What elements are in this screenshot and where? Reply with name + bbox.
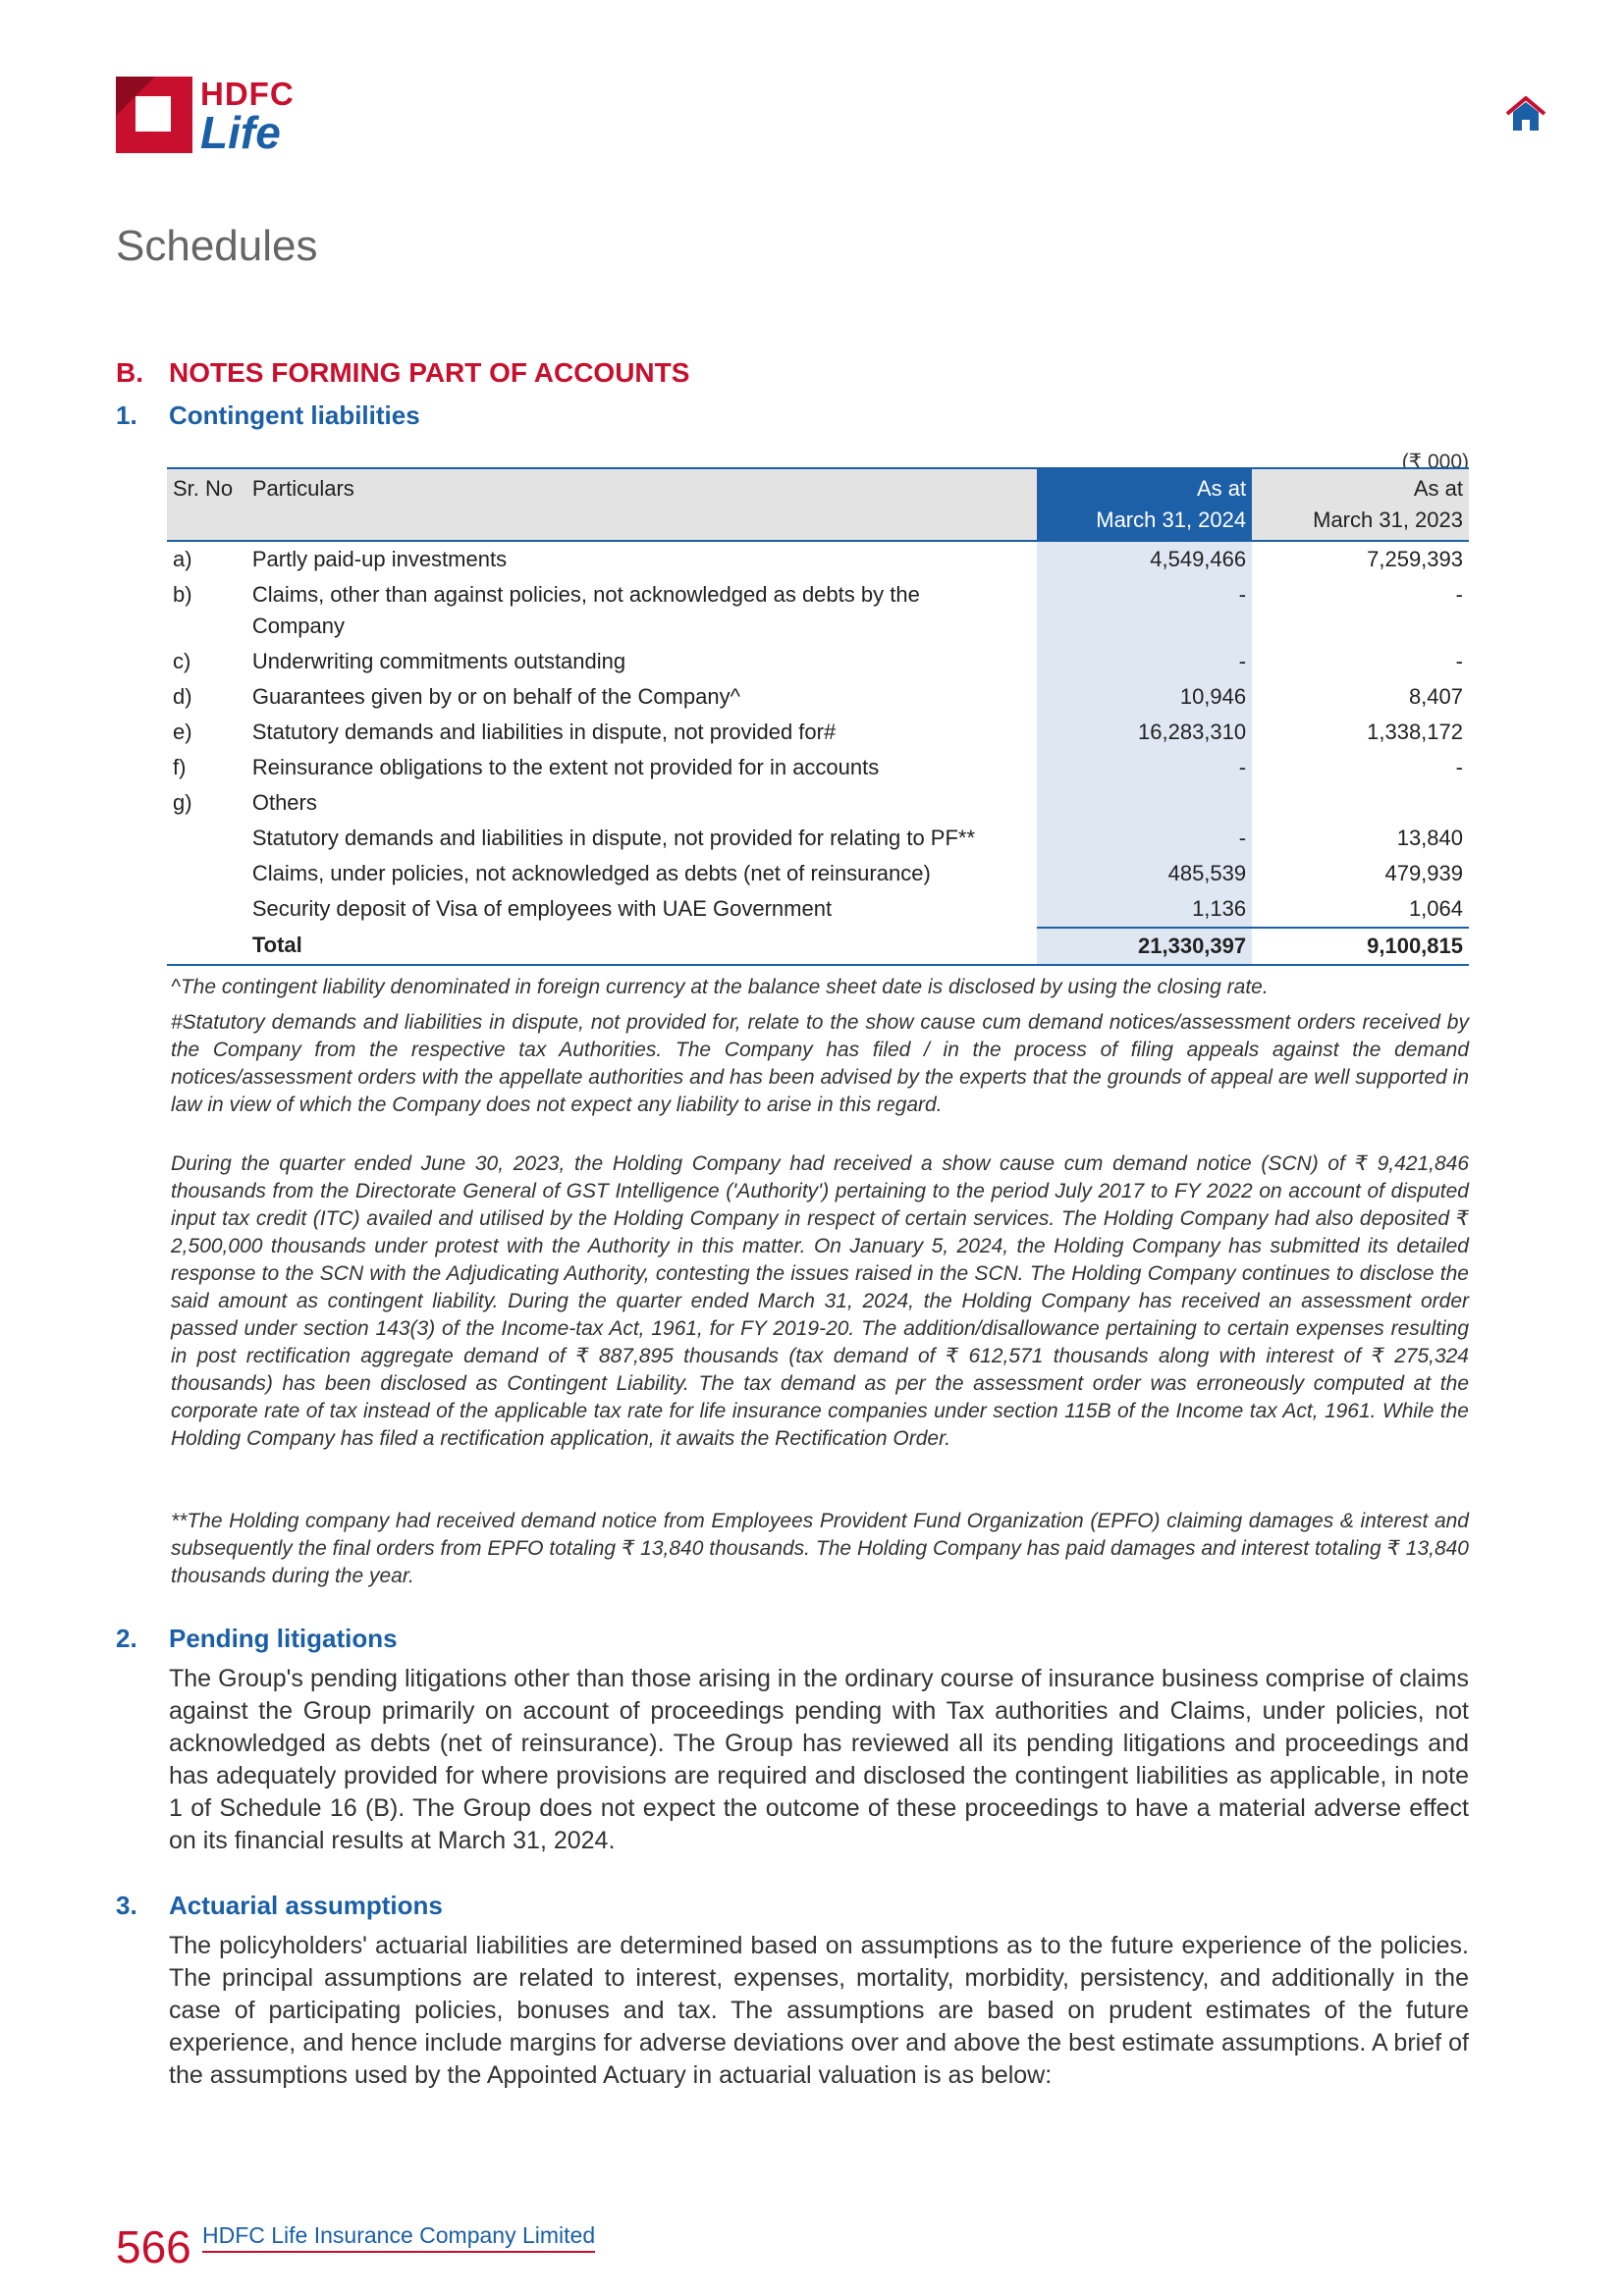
total-sr-empty: [167, 928, 246, 965]
row-particulars: Security deposit of Visa of employees with UAE Government: [251, 896, 833, 921]
row-sr: f): [173, 755, 187, 779]
note-epfo: **The Holding company had received demand notice from Employees Provident Fund Organization (EPFO) claiming damages & interest and subsequently the final orders from EPFO totaling ₹ 13,840 thousands. The Holding Company has paid damages and interest totaling ₹ 13,840 thousands during the year.: [171, 1510, 1469, 1587]
row-particulars: Reinsurance obligations to the extent not provided for in accounts: [251, 755, 880, 779]
logo-mark-icon: [116, 77, 192, 153]
contingent-liabilities-table: [167, 467, 1469, 966]
hdfc-life-logo: [116, 77, 302, 157]
table-row: [167, 821, 1469, 856]
section-3-text: The policyholders' actuarial liabilities are determined based on assumptions as to the future experience of the policies. The principal assumptions are related to interest, expenses, mortality, morbidity, persistency, and additionally in the case of participating policies, bonuses and tax. The assumptions are based on prudent estimates of the future experience, and hence include margins for adverse deviations over and above the best estimate assumptions. A brief of the assumptions used by the Appointed Actuary in actuarial valuation is as below:: [169, 1932, 1469, 2089]
table-row: [167, 541, 1469, 577]
row-current: -: [1037, 750, 1252, 785]
row-sr: a): [173, 547, 192, 571]
row-sr: g): [173, 790, 192, 815]
row-current: 4,549,466: [1037, 541, 1252, 577]
section-2-number: 2.: [116, 1624, 137, 1653]
row-sr: [167, 891, 246, 928]
row-sr: d): [173, 684, 192, 709]
header-previous-year: [1252, 468, 1469, 541]
row-previous: -: [1455, 755, 1463, 779]
row-current: -: [1037, 821, 1252, 856]
section-b-title: NOTES FORMING PART OF ACCOUNTS: [169, 357, 690, 388]
row-sr: [167, 856, 246, 891]
footer-company-name: HDFC Life Insurance Company Limited: [202, 2222, 595, 2253]
row-particulars: Others: [251, 790, 317, 815]
total-label: Total: [246, 928, 1037, 965]
row-particulars: Statutory demands and liabilities in dispute, not provided for relating to PF**: [251, 826, 976, 850]
row-sr: e): [173, 720, 192, 744]
row-sr: b): [173, 582, 192, 607]
row-sr: c): [173, 649, 191, 673]
header-current-year: [1037, 468, 1252, 541]
table-row: [167, 856, 1469, 891]
row-particulars: Guarantees given by or on behalf of the Company^: [251, 684, 740, 709]
section-3-number: 3.: [116, 1891, 137, 1920]
row-particulars: Claims, under policies, not acknowledged as debts (net of reinsurance): [251, 861, 931, 885]
table-row: [167, 644, 1469, 679]
row-previous: 479,939: [1384, 861, 1463, 885]
table-row: [167, 679, 1469, 715]
section-3-title: Actuarial assumptions: [169, 1891, 443, 1920]
header-particulars: Particulars: [246, 468, 1037, 541]
row-current: 10,946: [1037, 679, 1252, 715]
table-header-row: [167, 468, 1469, 541]
row-particulars: Underwriting commitments outstanding: [251, 649, 626, 673]
section-2-text: The Group's pending litigations other than those arising in the ordinary course of insurance business comprise of claims against the Group primarily on account of proceedings pending with Tax authorities and Claims, under policies, not acknowledged as debts (net of reinsurance). The Group has reviewed all its pending litigations and proceedings and has adequately provided for where provisions are required and disclosed the contingent liabilities as applicable, in note 1 of Schedule 16 (B). The Group does not expect the outcome of these proceedings to have a material adverse effect on its financial results at March 31, 2024.: [169, 1665, 1469, 1854]
row-current: 16,283,310: [1037, 715, 1252, 750]
header-previous-line1: As at: [1413, 476, 1463, 501]
note-gst-scn: During the quarter ended June 30, 2023, the Holding Company had received a show cause cum demand notice (SCN) of ₹ 9,421,846 thousands from the Directorate General of GST Intelligence ('Authority') pertaining to the period July 2017 to FY 2022 on account of disputed input tax credit (ITC) availed and utilised by the Holding Company in respect of certain services. The Holding Company had also deposited ₹ 2,500,000 thousands under protest with the Authority in this matter. On January 5, 2024, the Holding Company has submitted its detailed response to the SCN with the Adjudicating Authority, contesting the issues raised in the SCN. The Holding Company continues to disclose the said amount as contingent liability. During the quarter ended March 31, 2024, the Holding Company has received an assessment order passed under section 143(3) of the Income-tax Act, 1961, for FY 2019-20. The addition/disallowance pertaining to certain expenses resulting in post rectification aggregate demand of ₹ 887,895 thousands (tax demand of ₹ 612,571 thousands along with interest of ₹ 275,324 thousands) has been disclosed as Contingent Liability. The tax demand as per the assessment order was erroneously computed at the corporate rate of tax instead of the applicable tax rate for life insurance companies under section 115B of the Income tax Act, 1961. While the Holding Company has filed a rectification application, it awaits the Rectification Order.: [171, 1152, 1469, 1450]
row-previous: 1,338,172: [1367, 720, 1463, 744]
row-previous: -: [1455, 649, 1463, 673]
row-previous: 13,840: [1396, 826, 1463, 850]
header-current-line1: As at: [1196, 476, 1247, 501]
logo-word-life: Life: [200, 107, 281, 158]
row-particulars: Partly paid-up investments: [251, 547, 508, 571]
page-number: 566: [116, 2221, 191, 2272]
row-current: -: [1037, 577, 1252, 644]
total-current: 21,330,397: [1037, 928, 1252, 965]
home-icon[interactable]: [1504, 94, 1547, 133]
table-row: [167, 891, 1469, 928]
row-previous: [1252, 785, 1469, 821]
row-particulars: Statutory demands and liabilities in dispute, not provided for#: [251, 720, 837, 744]
table-row: [167, 750, 1469, 785]
table-row: [167, 577, 1469, 644]
section-1-title: Contingent liabilities: [169, 400, 420, 430]
row-current: 1,136: [1037, 891, 1252, 928]
unit-label: (₹ 000): [1401, 451, 1469, 473]
row-previous: 1,064: [1408, 896, 1463, 921]
row-particulars: Claims, other than against policies, not acknowledged as debts by the Company: [251, 582, 920, 638]
row-previous: 8,407: [1408, 684, 1463, 709]
page-title: Schedules: [116, 222, 318, 270]
row-previous: -: [1455, 582, 1463, 607]
section-b-marker: B.: [116, 357, 143, 388]
header-current-line2: March 31, 2024: [1096, 507, 1247, 532]
row-sr: [167, 821, 246, 856]
row-current: 485,539: [1037, 856, 1252, 891]
header-previous-line2: March 31, 2023: [1313, 507, 1463, 532]
header-sr-no: Sr. No: [167, 468, 246, 541]
note-statutory-demands: #Statutory demands and liabilities in dispute, not provided for, relate to the show cause cum demand notices/assessment orders received by the Company from the respective tax Authorities. The Company has filed / in the process of filing appeals against the demand notices/assessment orders with the appellate authorities and has been advised by the experts that the grounds of appeal are well supported in law in view of which the Company does not expect any liability to arise in this regard.: [171, 1011, 1469, 1116]
table-row: [167, 715, 1469, 750]
section-2-title: Pending litigations: [169, 1624, 398, 1653]
row-previous: 7,259,393: [1367, 547, 1463, 571]
table-row: [167, 785, 1469, 821]
table-total-row: [167, 928, 1469, 965]
logo-word-hdfc: HDFC: [200, 76, 295, 112]
note-foreign-currency: ^The contingent liability denominated in foreign currency at the balance sheet date is disclosed by using the closing rate.: [171, 976, 1269, 998]
total-previous: 9,100,815: [1252, 928, 1469, 965]
row-current: -: [1037, 644, 1252, 679]
row-current: [1037, 785, 1252, 821]
section-1-number: 1.: [116, 400, 137, 430]
